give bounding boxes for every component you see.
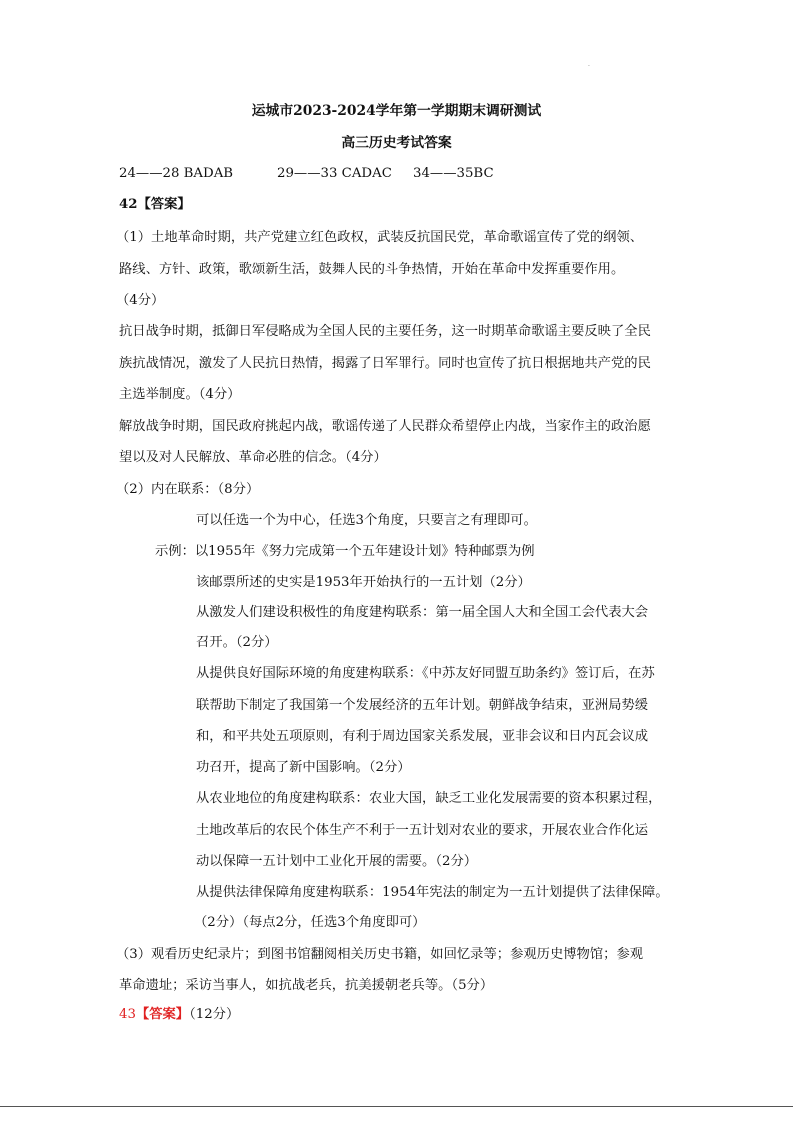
choice-answers [119,165,494,183]
q42-line: 联帮助下制定了我国第一个发展经济的五年计划。朝鲜战争结束，亚洲局势缓 [196,698,649,713]
q42-line: 示例：以1955年《努力完成第一个五年建设计划》特种邮票为例 [155,544,535,559]
q42-line: （2）内在联系：（8分） [116,482,260,497]
q42-line: 召开。（2分） [196,635,278,650]
page-title: 运城市2023-2024学年第一学期期末调研测试 [251,103,542,119]
q43-score: （12分） [189,1007,240,1022]
bottom-divider [0,1106,793,1107]
q42-line: 路线、方针、政策，歌颂新生活，鼓舞人民的斗争热情，开始在革命中发挥重要作用。 [119,262,625,277]
q42-line: 可以任选一个为中心，任选3个角度，只要言之有理即可。 [196,513,537,528]
q42-answer-label: 【答案】 [137,197,191,212]
q42-line: 土地改革后的农民个体生产不利于一五计划对农业的要求，开展农业合作化运 [196,823,649,838]
q42-line: 从提供法律保障角度建构联系：1954年宪法的制定为一五计划提供了法律保障。 [196,885,669,900]
q42-line: （4分） [116,293,165,308]
corner-mark: . [588,61,590,68]
choice-group-3: 34——35BC [413,166,494,181]
q42-line: 革命遗址；采访当事人，如抗战老兵，抗美援朝老兵等。（5分） [119,978,494,993]
page-subtitle: 高三历史考试答案 [341,135,452,151]
q43-heading [119,1006,239,1024]
q42-line: 望以及对人民解放、革命必胜的信念。（4分） [119,450,387,465]
q42-line: 从农业地位的角度建构联系：农业大国，缺乏工业化发展需要的资本积累过程， [196,791,662,806]
q42-line: 和，和平共处五项原则，有利于周边国家关系发展，亚非会议和日内瓦会议成 [196,729,649,744]
q42-line: 族抗战情况，激发了人民抗日热情，揭露了日军罪行。同时也宣传了抗日根据地共产党的民 [119,356,651,371]
q42-number: 42 [119,197,138,212]
q43-number: 43 [119,1007,136,1022]
choice-group-1: 24——28 BADAB [119,166,234,181]
q42-line: （2分）（每点2分，任选3个角度即可） [194,915,426,930]
q42-line: 从提供良好国际环境的角度建构联系：《中苏友好同盟互助条约》签订后，在苏 [196,666,655,681]
q42-line: 从激发人们建设积极性的角度建构联系：第一届全国人大和全国工会代表大会 [196,605,649,620]
q43-answer-label: 【答案】 [135,1007,190,1022]
q42-line: 功召开，提高了新中国影响。（2分） [196,760,411,775]
q42-line: （3）观看历史纪录片；到图书馆翻阅相关历史书籍，如回忆录等；参观历史博物馆；参观 [116,947,644,962]
q42-line: （1）土地革命时期，共产党建立红色政权，武装反抗国民党，革命歌谣宣传了党的纲领、 [116,230,644,245]
q42-line: 该邮票所述的史实是1953年开始执行的一五计划（2分） [196,575,531,590]
choice-group-2: 29——33 CADAC [277,166,392,181]
q42-heading [119,196,191,214]
q42-line: 动以保障一五计划中工业化开展的需要。（2分） [196,854,478,869]
q42-line: 解放战争时期，国民政府挑起内战，歌谣传递了人民群众希望停止内战，当家作主的政治愿 [119,419,651,434]
q42-line: 抗日战争时期，抵御日军侵略成为全国人民的主要任务，这一时期革命歌谣主要反映了全民 [119,324,651,339]
q42-line: 主选举制度。（4分） [119,387,241,402]
